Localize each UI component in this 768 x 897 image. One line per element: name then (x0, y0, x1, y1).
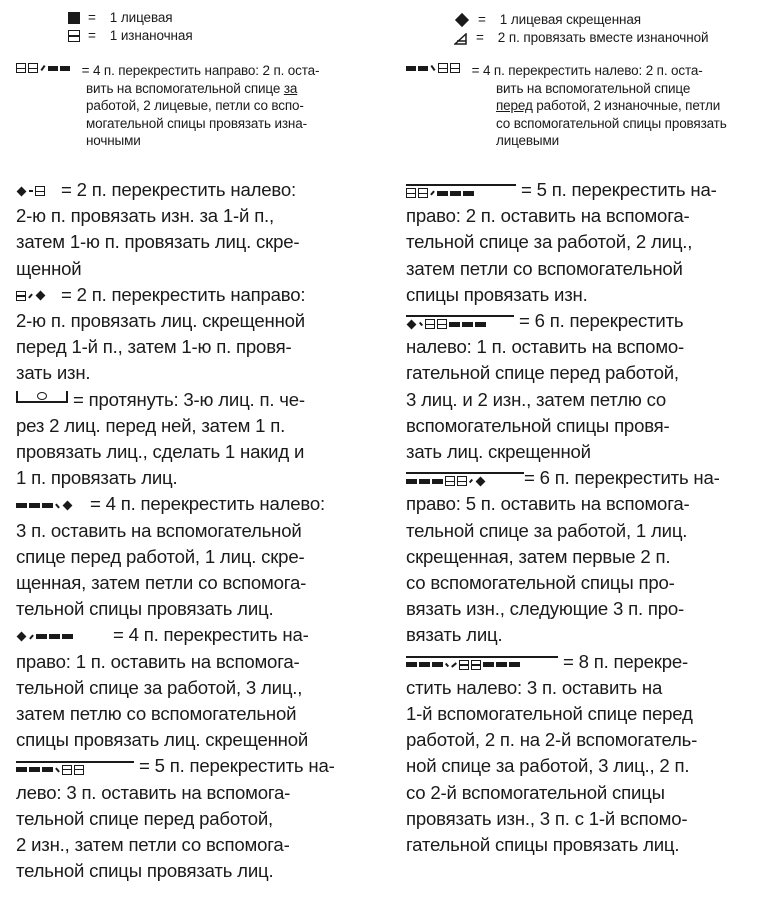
legend-left (68, 9, 368, 45)
cross-left-6-icon (406, 315, 514, 329)
entry-pull-through: = протянуть: 3-ю лиц. п. че- рез 2 лиц. перед ней, затем 1 п. провязать лиц., сделать 1 накид и 1 п. провязать лиц. (16, 388, 305, 489)
legend-knit: = 1 лицевая (68, 9, 368, 27)
legend-p2tog-text: 2 п. провязать вместе изнаночной (497, 30, 709, 45)
legend-purl-text: 1 изнаночная (109, 28, 193, 43)
legend-twisted-text: 1 лицевая скрещенная (499, 12, 642, 27)
left-entries (16, 177, 366, 884)
cross-right-4-purl-note: = 4 п. перекрестить направо: 2 п. оста- вить на вспомогательной спице за работой, 2 лицевые, петли со вспо- могательной спицы провязать изна- ночными (16, 62, 366, 150)
cross-right-4-purl-icon (16, 63, 78, 73)
cross-left-4-icon (16, 502, 90, 509)
entry-cross-right-2: = 2 п. перекрестить направо: 2-ю п. провязать лиц. скрещенной перед 1-й п., затем 1-ю п. провя- зать изн. (16, 283, 306, 384)
legend-p2tog: = 2 п. провязать вместе изнаночной (454, 29, 754, 47)
entry-cross-right-6: = 6 п. перекрестить на- право: 5 п. оставить на вспомога- тельной спице за работой, 1 лиц. скрещенная, затем первые 2 п. со вспомогательной спицы про- вязать изн., следующие 3 п. про- вязать лиц. (406, 467, 720, 646)
entry-cross-left-5: = 5 п. перекрестить на- лево: 3 п. оставить на вспомога- тельной спице перед работой, 2 изн., затем петли со вспомога- тельной спицы провязать лиц. (16, 755, 335, 882)
entry-cross-left-8: = 8 п. перекре- стить налево: 3 п. оставить на 1-й вспомогательной спице перед работой, 2 п. на 2-й вспомогатель- ной спице за работой, 3 лиц., 2 п. со 2-й вспомогательной спицы провязать изн., 3 п. с 1-й вспомо- гательной спицы провязать лиц. (406, 650, 698, 856)
cross-left-5-icon (16, 761, 134, 775)
legend-knit-twisted: = 1 лицевая скрещенная (454, 11, 754, 29)
legend-knit-text: 1 лицевая (109, 10, 173, 25)
legend-right (454, 11, 754, 47)
entry-cross-left-2: = 2 п. перекрестить налево: 2-ю п. провязать изн. за 1-й п., затем 1-ю п. провязать лиц. скре- щенной (16, 179, 300, 279)
cross-left-8-icon (406, 656, 558, 670)
cross-right-6-icon (406, 472, 524, 486)
entry-cross-left-6: = 6 п. перекрестить налево: 1 п. оставить на вспомо- гательной спице перед работой, 3 лиц. и 2 изн., затем петлю со вспомогательной спицы провя- зать лиц. скрещенной (406, 310, 685, 463)
cross-left-4-purl-icon (406, 63, 468, 73)
pull-through-icon (16, 391, 68, 403)
cross-right-5-icon (406, 184, 516, 198)
right-entries (406, 177, 754, 858)
entry-cross-right-5: = 5 п. перекрестить на- право: 2 п. оставить на вспомога- тельной спице за работой, 2 лиц., затем петли со вспомогательной спицы провязать изн. (406, 179, 717, 305)
knit-stitch-icon (68, 12, 80, 24)
purl-stitch-icon (68, 30, 80, 42)
entry-cross-right-4: = 4 п. перекрестить на- право: 1 п. оставить на вспомога- тельной спице за работой, 3 лиц., затем петлю со вспомогательной спицы провязать лиц. скрещенной (16, 624, 309, 751)
cross-left-2-icon (16, 186, 56, 196)
legend-purl: = 1 изнаночная (68, 27, 368, 45)
cross-right-4-icon (16, 633, 108, 640)
cross-left-4-purl-note: = 4 п. перекрестить налево: 2 п. оста- вить на вспомогательной спице перед работой, 2 изнаночные, петли со вспомогательной спицы провязать лицевыми (406, 62, 754, 150)
entry-cross-left-4: = 4 п. перекрестить налево: 3 п. оставить на вспомогательной спице перед работой, 1 лиц. скре- щенная, затем петли со вспомога- тельной спицы провязать лиц. (16, 493, 325, 620)
p2tog-icon (454, 32, 468, 44)
cross-right-2-icon (16, 291, 56, 301)
twisted-knit-icon (455, 13, 469, 27)
